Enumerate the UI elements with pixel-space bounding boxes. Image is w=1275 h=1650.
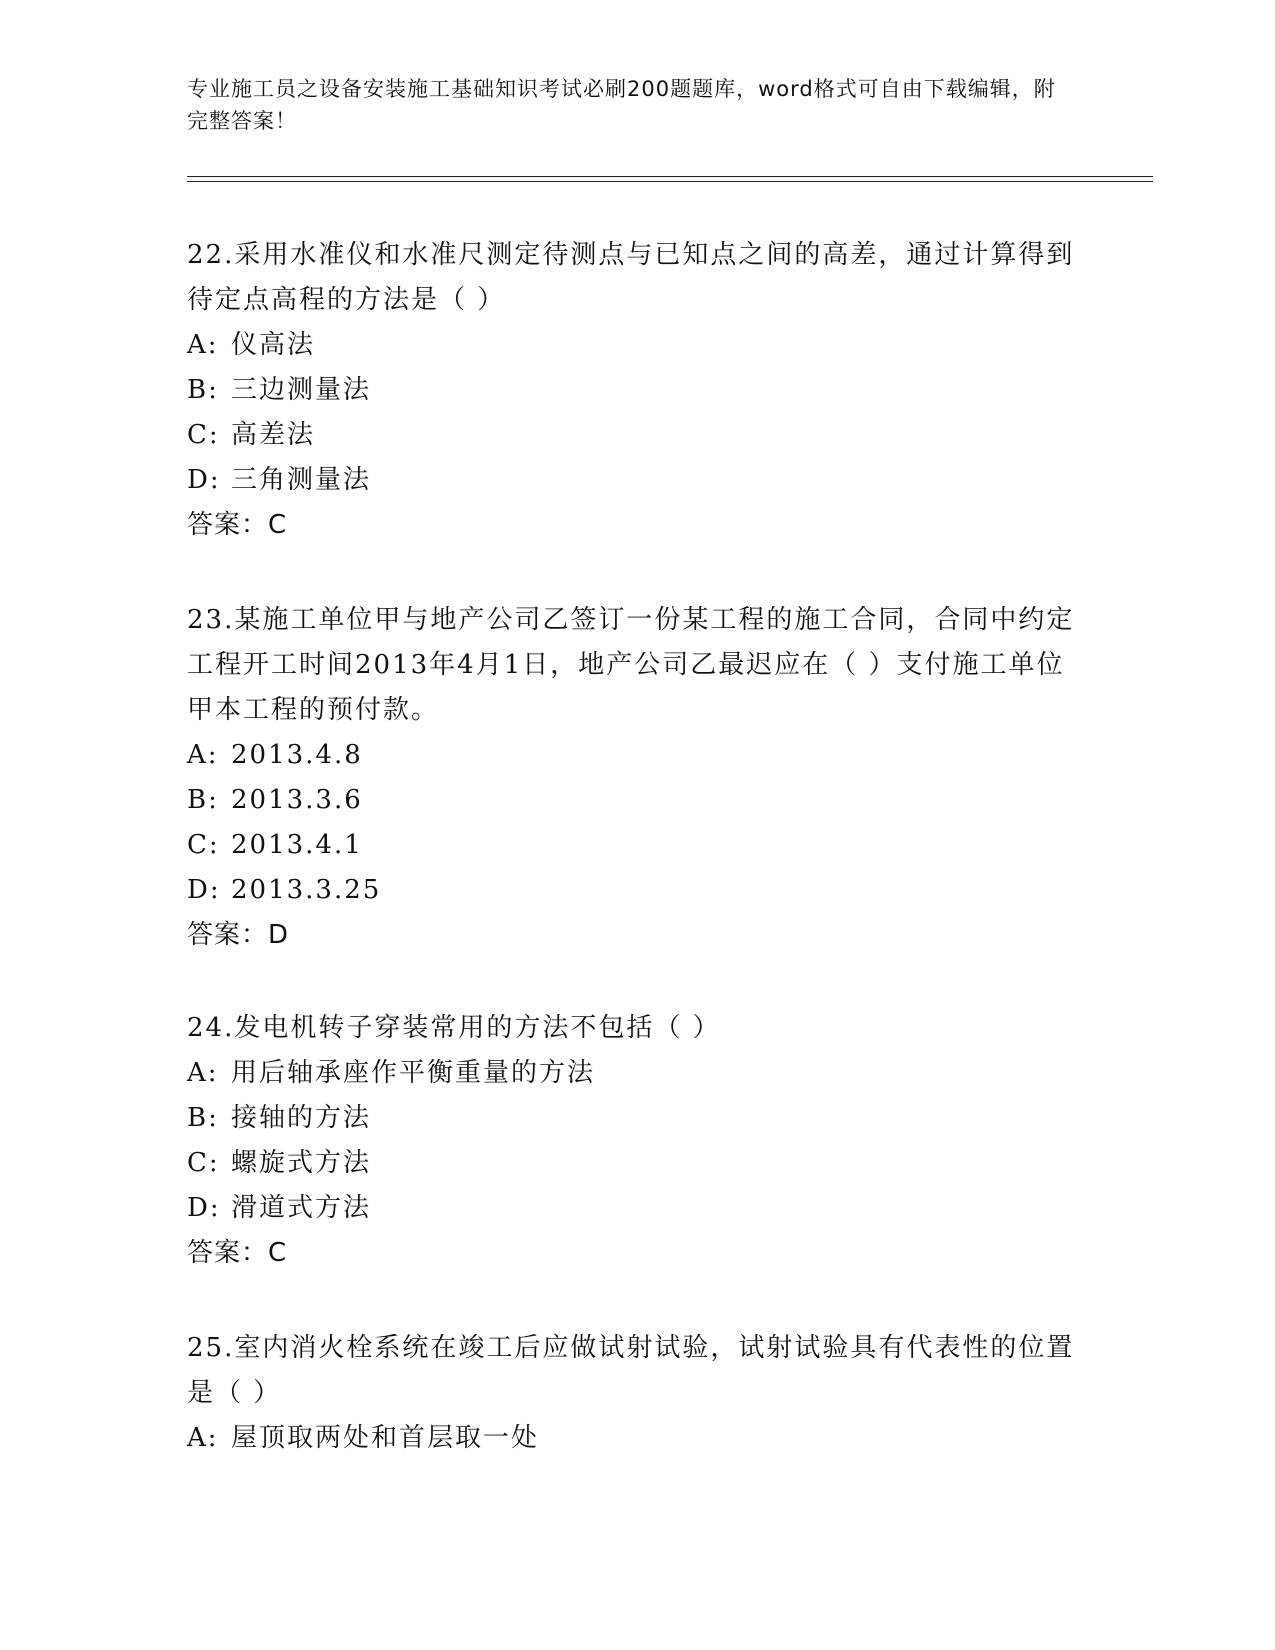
option-c xyxy=(187,823,1087,868)
option-text: 2013.3.25 xyxy=(231,875,382,905)
question-stem: 23.某施工单位甲与地产公司乙签订一份某工程的施工合同，合同中约定工程开工时间2013年4月1日，地产公司乙最迟应在（ ）支付施工单位甲本工程的预付款。 xyxy=(187,605,1075,725)
option-text: 屋顶取两处和首层取一处 xyxy=(231,1423,540,1453)
option-text: 2013.4.8 xyxy=(231,740,363,770)
option-text: 2013.3.6 xyxy=(231,785,363,815)
option-letter: C: xyxy=(187,830,220,860)
answer-label: 答案：C xyxy=(187,1238,288,1268)
option-d xyxy=(187,458,1087,503)
option-a xyxy=(187,1416,1087,1461)
question-22 xyxy=(187,233,1087,548)
question-25 xyxy=(187,1326,1087,1461)
question-24 xyxy=(187,1006,1087,1276)
option-letter: D: xyxy=(187,465,221,495)
option-a xyxy=(187,1051,1087,1096)
option-letter: A: xyxy=(187,1058,219,1088)
option-a xyxy=(187,323,1087,368)
answer-label: 答案：D xyxy=(187,920,290,950)
option-letter: B: xyxy=(187,1103,219,1133)
option-letter: D: xyxy=(187,1193,221,1223)
option-letter: C: xyxy=(187,1148,220,1178)
question-stem: 24.发电机转子穿装常用的方法不包括（ ） xyxy=(187,1013,721,1043)
option-letter: B: xyxy=(187,785,219,815)
option-text: 接轴的方法 xyxy=(231,1103,372,1133)
option-b xyxy=(187,778,1087,823)
option-letter: A: xyxy=(187,330,219,360)
option-a xyxy=(187,733,1087,778)
header-divider-top xyxy=(187,176,1153,177)
option-letter: B: xyxy=(187,375,219,405)
option-d xyxy=(187,1186,1087,1231)
option-text: 高差法 xyxy=(231,420,316,450)
option-letter: D: xyxy=(187,875,221,905)
option-text: 三角测量法 xyxy=(231,465,372,495)
option-letter: C: xyxy=(187,420,220,450)
answer-label: 答案：C xyxy=(187,510,288,540)
question-stem: 25.室内消火栓系统在竣工后应做试射试验，试射试验具有代表性的位置是（ ） xyxy=(187,1333,1075,1408)
option-b xyxy=(187,368,1087,413)
option-text: 滑道式方法 xyxy=(231,1193,372,1223)
option-d xyxy=(187,868,1087,913)
option-text: 用后轴承座作平衡重量的方法 xyxy=(231,1058,596,1088)
option-letter: A: xyxy=(187,1423,219,1453)
option-text: 2013.4.1 xyxy=(231,830,363,860)
option-text: 仪高法 xyxy=(231,330,316,360)
question-23 xyxy=(187,598,1087,958)
option-text: 螺旋式方法 xyxy=(231,1148,372,1178)
header-divider-bottom xyxy=(187,181,1153,182)
option-c xyxy=(187,1141,1087,1186)
option-b xyxy=(187,1096,1087,1141)
option-c xyxy=(187,413,1087,458)
option-text: 三边测量法 xyxy=(231,375,372,405)
document-header-title: 专业施工员之设备安装施工基础知识考试必刷200题题库，word格式可自由下载编辑，附完整答案！ xyxy=(187,77,1056,133)
question-stem: 22.采用水准仪和水准尺测定待测点与已知点之间的高差，通过计算得到待定点高程的方法是（ ） xyxy=(187,240,1075,315)
option-letter: A: xyxy=(187,740,219,770)
